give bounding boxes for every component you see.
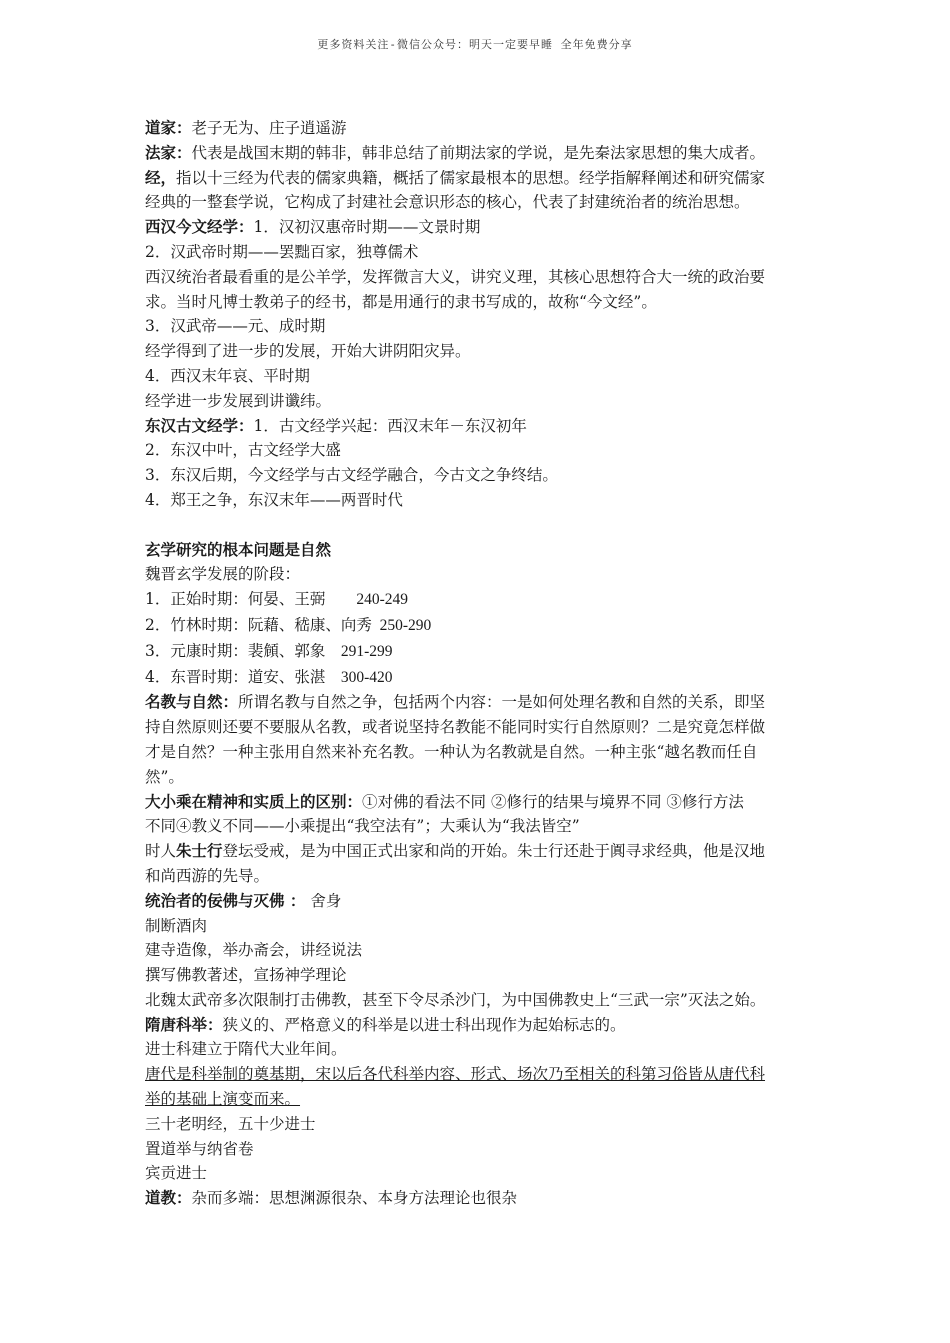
paragraph-line: 西汉统治者最看重的是公羊学，发挥微言大义，讲究义理，其核心思想符合大一统的政治要 <box>145 267 766 286</box>
paragraph-mingjiao <box>145 690 813 715</box>
paragraph-text: 老子无为、庄子逍遥游 <box>191 119 347 137</box>
page-header: 更多资料关注-微信公众号：明天一定要早睡 全年免费分享 <box>317 38 633 51</box>
list-item: 3．东汉后期，今文经学与古文经学融合，今古文之争终结。 <box>145 466 558 485</box>
list-item: 4．西汉末年哀、平时期 <box>145 366 310 385</box>
term-label: 名教与自然： <box>145 693 239 712</box>
list-item: 1．古文经学兴起：西汉末年－东汉初年 <box>253 416 527 435</box>
paragraph-xihan <box>145 215 813 240</box>
paragraph-line: 进士科建立于隋代大业年间。 <box>145 1040 347 1059</box>
underlined-line: 举的基础上演变而来。 <box>145 1090 301 1109</box>
list-item: 建寺造像，举办斋会，讲经说法 <box>145 941 363 960</box>
list-item <box>145 587 813 613</box>
period-years: 300-420 <box>340 668 393 686</box>
paragraph-keju <box>145 1013 813 1038</box>
paragraph-line: 持自然原则还要不要服从名教，或者说坚持名教能不能同时实行自然原则？二是究竟怎样做 <box>145 718 766 737</box>
term-label: 朱士行 <box>176 842 223 861</box>
paragraph-daojia <box>145 116 813 141</box>
list-item: 4．郑王之争，东汉末年——两晋时代 <box>145 490 403 509</box>
paragraph-line: 魏晋玄学发展的阶段： <box>145 565 301 584</box>
paragraph-line: 经学得到了进一步的发展，开始大讲阴阳灾异。 <box>145 342 471 361</box>
paragraph-fajia <box>145 141 813 166</box>
paragraph-line: 求。当时凡博士教弟子的经书，都是用通行的隶书写成的，故称“今文经”。 <box>145 292 657 311</box>
period-name: 2．竹林时期：阮藉、嵇康、向秀 <box>145 615 372 634</box>
paragraph-text: 登坛受戒，是为中国正式出家和尚的开始。朱士行还赴于阗寻求经典，他是汉地 <box>222 842 766 861</box>
period-name: 1．正始时期：何晏、王弼 <box>145 590 326 609</box>
list-item: 2．汉武帝时期——罢黜百家，独尊儒术 <box>145 242 419 261</box>
paragraph-text: ①对佛的看法不同 ②修行的结果与境界不同 ③修行方法 <box>362 792 744 811</box>
paragraph-text: 舍身 <box>310 891 342 910</box>
document-body <box>145 116 813 1211</box>
period-years: 250-290 <box>379 616 432 634</box>
term-label: 西汉今文经学： <box>145 218 254 237</box>
list-item: 撰写佛教著述，宣扬神学理论 <box>145 966 347 985</box>
blank-line <box>145 513 813 538</box>
section-heading: 玄学研究的根本问题是自然 <box>145 540 332 559</box>
paragraph-text: 杂而多端：思想渊源很杂、本身方法理论也很杂 <box>191 1189 518 1208</box>
period-name: 3．元康时期：裴頠、郭象 <box>145 641 326 660</box>
term-label: 道家： <box>145 119 192 137</box>
paragraph-line: 置道举与纳省卷 <box>145 1139 254 1158</box>
paragraph-line: 不同④教义不同——小乘提出“我空法有”；大乘认为“我法皆空” <box>145 817 580 836</box>
paragraph-donghan <box>145 414 813 439</box>
list-item: 2．东汉中叶，古文经学大盛 <box>145 441 341 460</box>
period-name: 4．东晋时期：道安、张湛 <box>145 667 326 686</box>
paragraph-tongzhi <box>145 889 813 914</box>
paragraph-jing <box>145 166 813 191</box>
term-label: 统治者的佞佛与灭佛 ： <box>145 891 306 910</box>
paragraph-daxiaosheng <box>145 790 813 815</box>
term-label: 经， <box>145 168 177 187</box>
term-label: 大小乘在精神和实质上的区别： <box>145 792 363 811</box>
term-label: 法家： <box>145 143 192 162</box>
paragraph-text: 所谓名教与自然之争，包括两个内容：一是如何处理名教和自然的关系，即坚 <box>238 693 766 712</box>
term-label: 东汉古文经学： <box>145 416 254 435</box>
paragraph-zhushixing <box>145 839 813 864</box>
term-label: 道教： <box>145 1189 192 1208</box>
paragraph-line: 三十老明经，五十少进士 <box>145 1114 316 1133</box>
paragraph-line: 才是自然？一种主张用自然来补充名教。一种认为名教就是自然。一种主张“越名教而任自 <box>145 742 758 761</box>
paragraph-line: 然”。 <box>145 767 184 786</box>
paragraph-text: 狭义的、严格意义的科举是以进士科出现作为起始标志的。 <box>222 1015 626 1034</box>
underlined-line: 唐代是科举制的奠基期，宋以后各代科举内容、形式、场次乃至相关的科第习俗皆从唐代科 <box>145 1065 766 1084</box>
period-years: 291-299 <box>340 642 393 660</box>
list-item: 3．汉武帝——元、成时期 <box>145 317 326 336</box>
paragraph-line: 经学进一步发展到讲谶纬。 <box>145 391 332 410</box>
paragraph-daojiao <box>145 1186 813 1211</box>
list-item: 制断酒肉 <box>145 916 208 935</box>
paragraph-line: 北魏太武帝多次限制打击佛教，甚至下令尽杀沙门，为中国佛教史上“三武一宗”灭法之始。 <box>145 990 766 1009</box>
paragraph-text: 代表是战国末期的韩非，韩非总结了前期法家的学说，是先秦法家思想的集大成者。 <box>191 143 766 162</box>
paragraph-line: 宾贡进士 <box>145 1164 208 1183</box>
paragraph-line: 和尚西游的先导。 <box>145 866 270 885</box>
list-item <box>145 639 813 665</box>
list-item <box>145 613 813 639</box>
paragraph-text: 时人 <box>145 842 177 861</box>
paragraph-text: 指以十三经为代表的儒家典籍，概括了儒家最根本的思想。经学指解释阐述和研究儒家 <box>176 168 766 187</box>
term-label: 隋唐科举： <box>145 1015 223 1034</box>
list-item <box>145 665 813 691</box>
list-item: 1．汉初汉惠帝时期——文景时期 <box>253 218 481 237</box>
period-years: 240-249 <box>356 591 409 609</box>
paragraph-line: 经典的一整套学说，它构成了封建社会意识形态的核心，代表了封建统治者的统治思想。 <box>145 193 750 212</box>
